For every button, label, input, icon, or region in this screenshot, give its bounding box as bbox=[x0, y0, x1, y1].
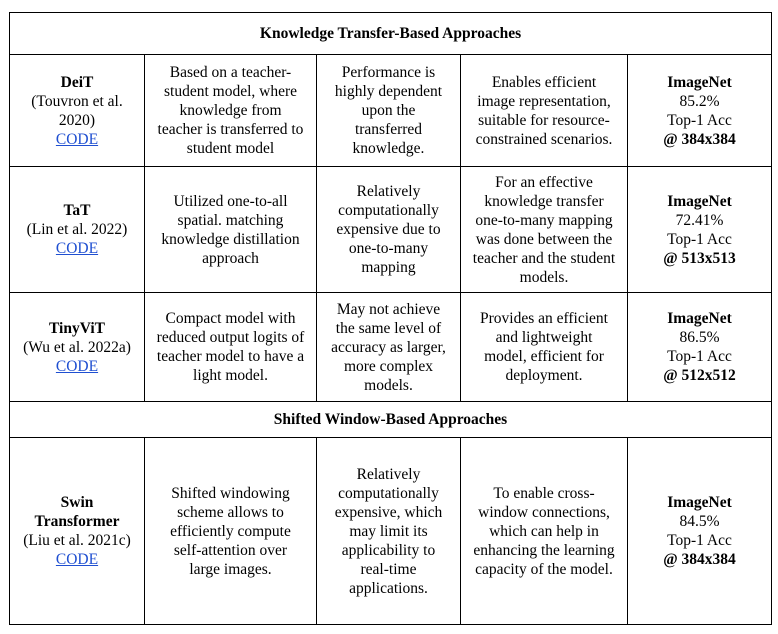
method-text: Shifted windowing bbox=[171, 484, 290, 502]
accuracy-value: 86.5% bbox=[679, 329, 720, 346]
method-text: student model, where bbox=[163, 83, 297, 100]
result-cell bbox=[628, 438, 772, 625]
model-name: Transformer bbox=[34, 513, 120, 530]
advantage-text: deployment. bbox=[505, 367, 583, 384]
limitation-text: May not achieve bbox=[336, 300, 441, 318]
limitation-text: real-time bbox=[360, 560, 417, 578]
metric-label: Top-1 Acc bbox=[667, 532, 732, 549]
method-text: knowledge distillation bbox=[161, 230, 300, 248]
advantage-text: suitable for resource- bbox=[478, 111, 610, 129]
limitation-text: Performance is bbox=[341, 64, 436, 81]
code-link[interactable]: CODE bbox=[55, 240, 99, 257]
limitation-text: more complex bbox=[343, 357, 434, 375]
table-row-swin bbox=[10, 438, 772, 625]
limitation-text: may limit its bbox=[349, 522, 428, 540]
method-text: scheme allows to bbox=[177, 503, 284, 521]
advantage-text: image representation, bbox=[477, 92, 611, 110]
table-row-tinyvit bbox=[10, 293, 772, 402]
advantage-text: To enable cross- bbox=[493, 484, 595, 502]
table-row-deit bbox=[10, 55, 772, 167]
advantage-text: one-to-many mapping bbox=[475, 211, 613, 229]
advantage-text: Provides an efficient bbox=[480, 310, 608, 327]
advantage-text: teacher and the student bbox=[472, 249, 616, 267]
model-name: TinyViT bbox=[49, 319, 105, 337]
accuracy-value: 85.2% bbox=[679, 92, 720, 110]
advantage-text: knowledge transfer bbox=[484, 192, 604, 210]
citation: (Wu et al. 2022a) bbox=[23, 338, 131, 356]
limitation-text: one-to-many bbox=[348, 240, 429, 257]
dataset-name: ImageNet bbox=[667, 494, 732, 511]
citation: 2020) bbox=[58, 111, 96, 129]
advantage-text: model, efficient for bbox=[484, 348, 604, 365]
limitation-cell bbox=[317, 293, 461, 402]
advantage-text: window connections, bbox=[478, 503, 610, 521]
resolution-value: @ 512x512 bbox=[663, 367, 736, 384]
metric-label: Top-1 Acc bbox=[667, 348, 732, 365]
dataset-name: ImageNet bbox=[667, 192, 732, 210]
limitation-text: applicability to bbox=[341, 541, 436, 559]
accuracy-value: 72.41% bbox=[675, 211, 724, 229]
method-text: large images. bbox=[189, 560, 272, 578]
limitation-text: Relatively bbox=[356, 183, 421, 200]
advantage-text: was done between the bbox=[475, 230, 613, 248]
model-cell bbox=[10, 55, 145, 167]
model-name: Swin bbox=[60, 494, 94, 511]
resolution-value: @ 384x384 bbox=[663, 551, 736, 568]
model-cell bbox=[10, 438, 145, 625]
model-name: DeiT bbox=[60, 73, 94, 91]
method-text: light model. bbox=[193, 367, 268, 384]
method-cell bbox=[145, 55, 317, 167]
advantage-cell bbox=[461, 55, 628, 167]
advantage-text: Enables efficient bbox=[491, 73, 597, 91]
method-text: Compact model with bbox=[165, 310, 296, 327]
citation: (Lin et al. 2022) bbox=[26, 221, 128, 238]
method-text: approach bbox=[202, 249, 259, 267]
limitation-text: expensive, which bbox=[334, 503, 443, 521]
metric-label: Top-1 Acc bbox=[667, 111, 732, 129]
code-link[interactable]: CODE bbox=[55, 551, 99, 568]
section-header-knowledge-transfer: Knowledge Transfer-Based Approaches bbox=[10, 13, 772, 55]
limitation-text: Relatively bbox=[356, 465, 421, 483]
limitation-text: applications. bbox=[349, 579, 428, 597]
method-text: self-attention over bbox=[173, 541, 288, 559]
limitation-text: highly dependent bbox=[334, 83, 443, 100]
result-cell bbox=[628, 55, 772, 167]
advantage-text: capacity of the model. bbox=[475, 560, 613, 578]
advantage-text: constrained scenarios. bbox=[475, 130, 613, 148]
method-text: student model bbox=[186, 140, 275, 157]
advantage-text: which can help in bbox=[489, 522, 599, 540]
advantage-text: For an effective bbox=[495, 173, 593, 191]
limitation-text: mapping bbox=[361, 259, 416, 276]
method-text: reduced output logits of bbox=[156, 329, 305, 346]
limitation-text: upon the bbox=[361, 102, 416, 119]
advantage-text: and lightweight bbox=[495, 329, 593, 346]
advantage-text: models. bbox=[519, 268, 569, 286]
limitation-text: computationally bbox=[338, 202, 439, 219]
citation: (Touvron et al. bbox=[31, 92, 123, 110]
dataset-name: ImageNet bbox=[667, 73, 732, 91]
advantage-cell bbox=[461, 438, 628, 625]
method-text: knowledge from bbox=[179, 102, 282, 119]
metric-label: Top-1 Acc bbox=[667, 230, 732, 248]
method-text: teacher is transferred to bbox=[157, 121, 304, 138]
method-cell bbox=[145, 438, 317, 625]
model-cell bbox=[10, 167, 145, 293]
result-cell bbox=[628, 293, 772, 402]
code-link[interactable]: CODE bbox=[55, 130, 99, 148]
limitation-text: transferred bbox=[354, 121, 423, 138]
code-link[interactable]: CODE bbox=[55, 357, 99, 375]
resolution-value: @ 384x384 bbox=[663, 130, 736, 148]
accuracy-value: 84.5% bbox=[679, 513, 720, 530]
limitation-text: expensive due to bbox=[336, 221, 441, 238]
table-row-tat bbox=[10, 167, 772, 293]
method-text: efficiently compute bbox=[170, 522, 291, 540]
resolution-value: @ 513x513 bbox=[663, 249, 736, 267]
result-cell bbox=[628, 167, 772, 293]
citation: (Liu et al. 2021c) bbox=[23, 532, 131, 549]
limitation-text: the same level of bbox=[335, 319, 442, 337]
method-cell bbox=[145, 293, 317, 402]
section-header-shifted-window: Shifted Window-Based Approaches bbox=[10, 402, 772, 438]
limitation-cell bbox=[317, 438, 461, 625]
limitation-text: accuracy as larger, bbox=[331, 338, 446, 356]
method-text: teacher model to have a bbox=[156, 348, 305, 365]
limitation-cell bbox=[317, 55, 461, 167]
model-cell bbox=[10, 293, 145, 402]
limitation-cell bbox=[317, 167, 461, 293]
model-name: TaT bbox=[63, 202, 91, 219]
method-text: spatial. matching bbox=[177, 211, 284, 229]
advantage-cell bbox=[461, 293, 628, 402]
limitation-text: computationally bbox=[338, 484, 439, 502]
advantage-text: enhancing the learning bbox=[473, 541, 615, 559]
limitation-text: models. bbox=[364, 376, 413, 394]
method-cell bbox=[145, 167, 317, 293]
comparison-table bbox=[9, 12, 772, 625]
method-text: Utilized one-to-all bbox=[173, 192, 288, 210]
advantage-cell bbox=[461, 167, 628, 293]
dataset-name: ImageNet bbox=[667, 310, 732, 327]
method-text: Based on a teacher- bbox=[169, 64, 292, 81]
limitation-text: knowledge. bbox=[352, 140, 425, 157]
